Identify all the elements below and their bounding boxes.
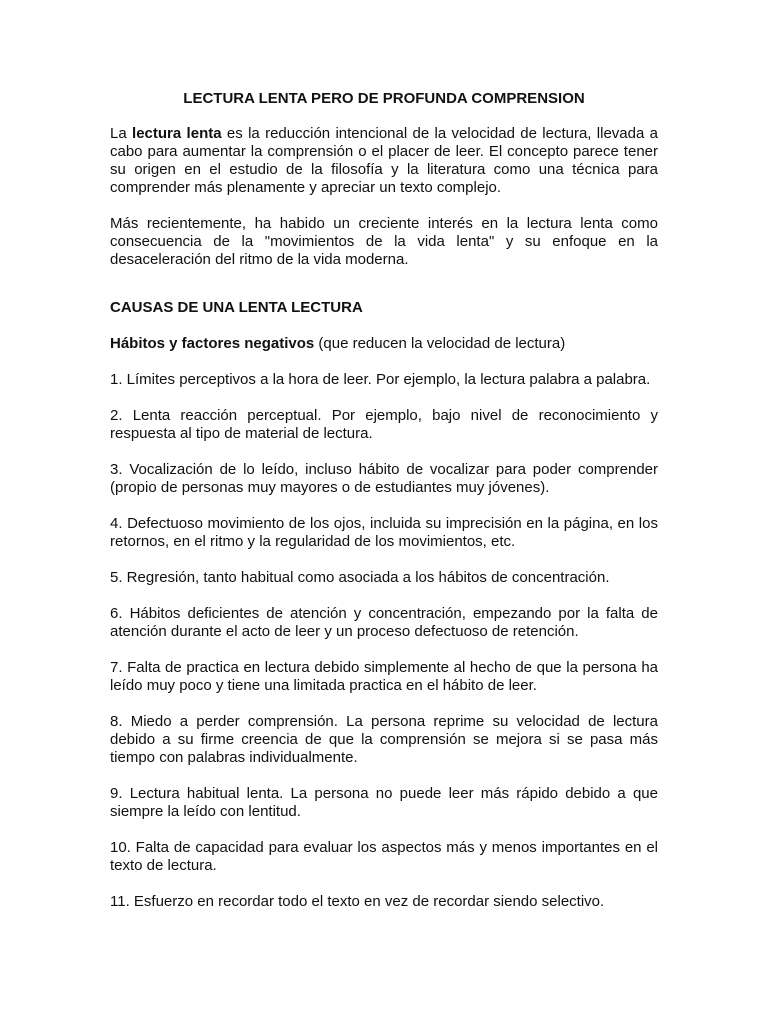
list-item: 3. Vocalización de lo leído, incluso hábito de vocalizar para poder comprender (propio de personas muy mayores o de estudiantes muy jóvenes). xyxy=(110,461,658,496)
list-item: 1. Límites perceptivos a la hora de leer. Por ejemplo, la lectura palabra a palabra. xyxy=(110,371,651,388)
list-item: 7. Falta de practica en lectura debido simplemente al hecho de que la persona ha leído muy poco y tiene una limitada practica en el hábito de leer. xyxy=(110,659,658,694)
subheading-bold: Hábitos y factores negativos xyxy=(110,335,315,352)
list-item: 10. Falta de capacidad para evaluar los aspectos más y menos importantes en el texto de lectura. xyxy=(110,839,658,874)
intro-lead: La xyxy=(110,125,133,142)
intro-paragraph-2: Más recientemente, ha habido un creciente interés en la lectura lenta como consecuencia de la "movimientos de la vida lenta" y su enfoque en la desaceleración del ritmo de la vida moderna. xyxy=(110,215,658,268)
subheading-rest: (que reducen la velocidad de lectura) xyxy=(314,335,566,352)
list-item: 6. Hábitos deficientes de atención y concentración, empezando por la falta de atención durante el acto de leer y un proceso defectuoso de retención. xyxy=(110,605,658,640)
list-item: 4. Defectuoso movimiento de los ojos, incluida su imprecisión en la página, en los retornos, en el ritmo y la regularidad de los movimientos, etc. xyxy=(110,515,658,550)
intro-paragraph-1 xyxy=(110,125,658,197)
document-body xyxy=(110,90,658,929)
section-heading: CAUSAS DE UNA LENTA LECTURA xyxy=(110,299,363,316)
list-item: 11. Esfuerzo en recordar todo el texto en vez de recordar siendo selectivo. xyxy=(110,893,605,910)
subheading xyxy=(110,335,658,353)
document-title: LECTURA LENTA PERO DE PROFUNDA COMPRENSION xyxy=(183,90,585,107)
list-item: 2. Lenta reacción perceptual. Por ejemplo, bajo nivel de reconocimiento y respuesta al tipo de material de lectura. xyxy=(110,407,658,442)
intro-rest: es la reducción intencional de la velocidad de lectura, llevada a cabo para aumentar la comprensión o el placer de leer. El concepto parece tener su origen en el estudio de la filosofía y la literatura como una técnica para comprender más plenamente y apreciar un texto complejo. xyxy=(110,125,659,196)
list-item: 5. Regresión, tanto habitual como asociada a los hábitos de concentración. xyxy=(110,569,610,586)
list-item: 8. Miedo a perder comprensión. La persona reprime su velocidad de lectura debido a su firme creencia de que la comprensión se mejora si se pasa más tiempo con palabras individualmente. xyxy=(110,713,658,766)
list-item: 9. Lectura habitual lenta. La persona no puede leer más rápido debido a que siempre la leído con lentitud. xyxy=(110,785,658,820)
intro-bold-term: lectura lenta xyxy=(132,125,222,142)
